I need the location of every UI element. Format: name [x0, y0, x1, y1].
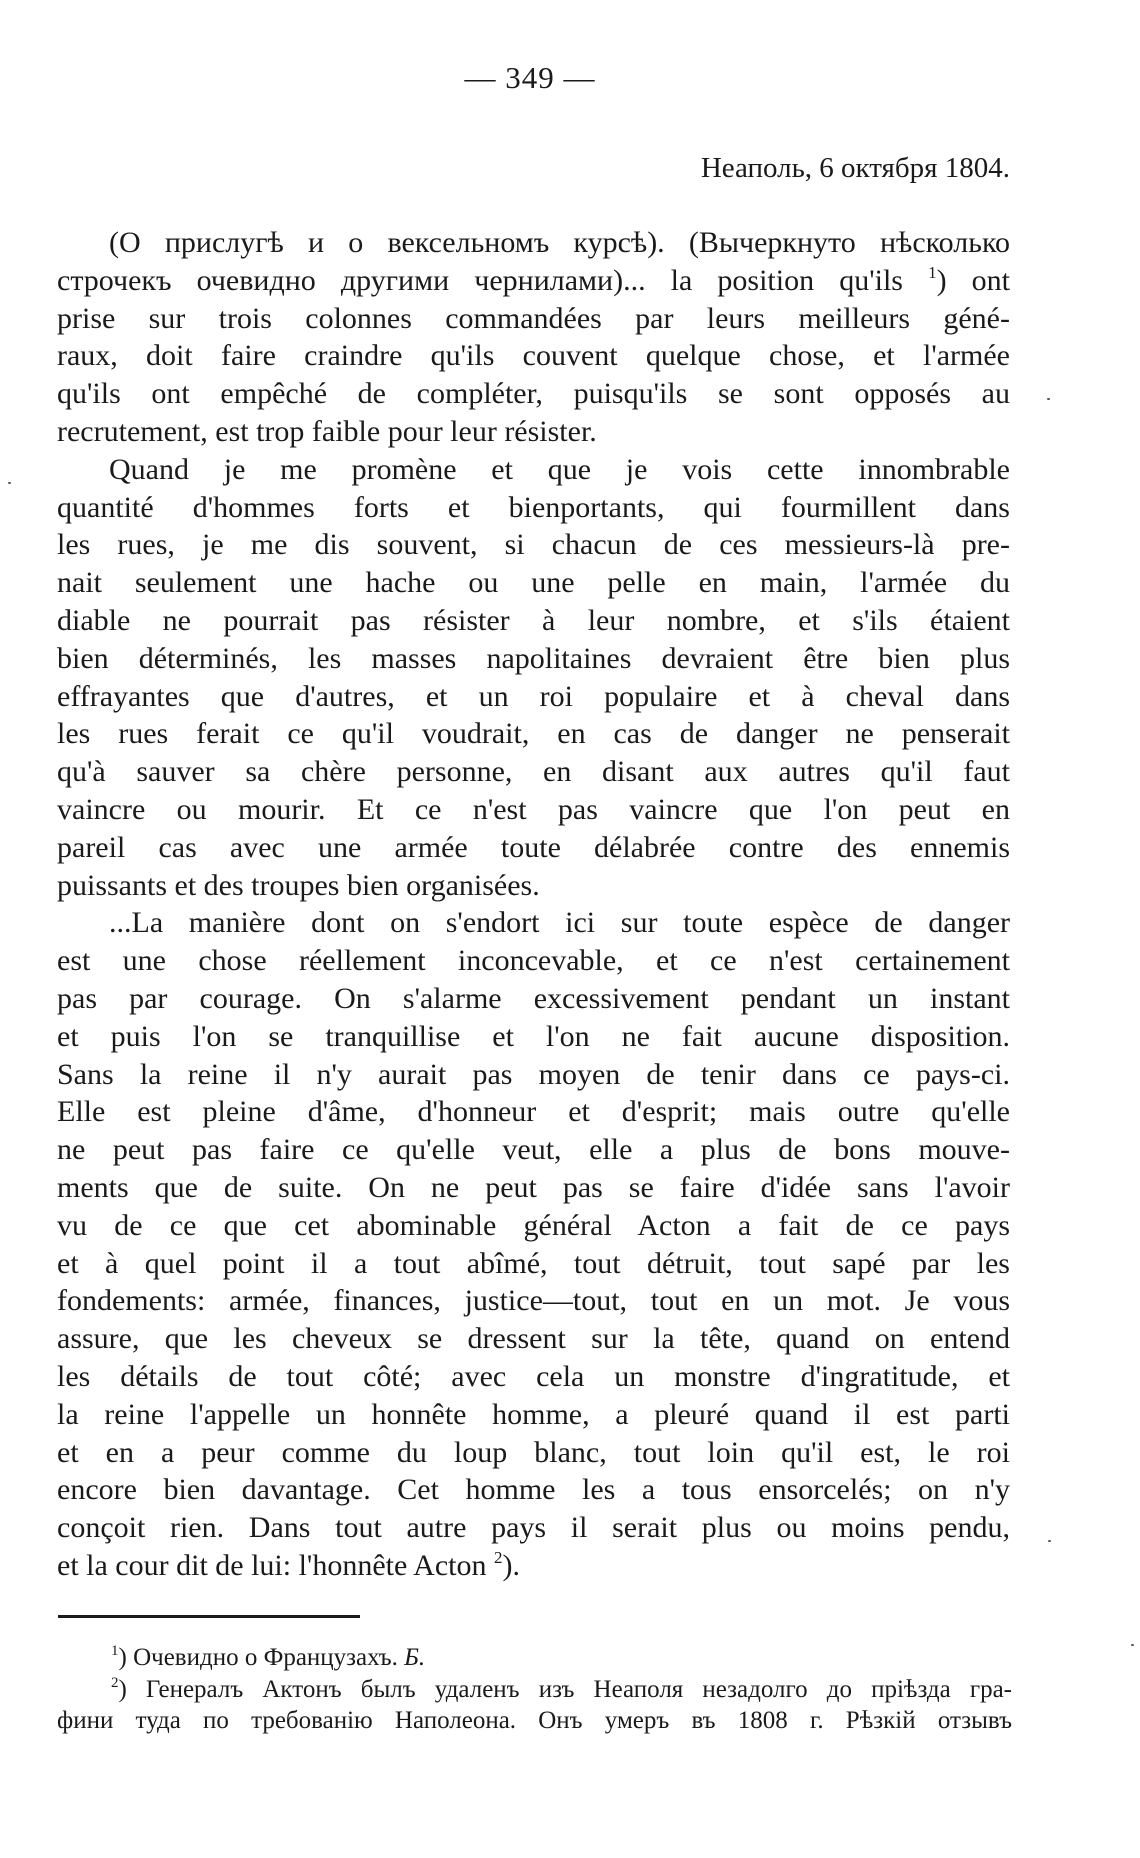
- body-line: qu'à sauver sa chère personne, en disant aux autres qu'il faut: [57, 755, 1010, 789]
- dateline: Неаполь, 6 октября 1804.: [700, 152, 1010, 184]
- body-line: les détails de tout côté; avec cela un monstre d'ingratitude, et: [57, 1359, 1010, 1393]
- body-line: nait seulement une hache ou une pelle en main, l'armée du: [57, 566, 1010, 600]
- body-line: bien déterminés, les masses napolitaines devraient être bien plus: [57, 641, 1010, 675]
- body-line: la reine l'appelle un honnête homme, a pleuré quand il est parti: [57, 1397, 1010, 1431]
- body-line: puissants et des troupes bien organisées.: [57, 868, 540, 902]
- body-line: ne peut pas faire ce qu'elle veut, elle a plus de bons mouve-: [57, 1133, 1010, 1167]
- body-line: Elle est pleine d'âme, d'honneur et d'esprit; mais outre qu'elle: [57, 1095, 1010, 1129]
- body-line: [57, 1547, 1010, 1585]
- body-line: et à quel point il a tout abîmé, tout détruit, tout sapé par les: [57, 1246, 1010, 1280]
- body-line-tail: ).: [502, 1548, 520, 1582]
- body-line: fondements: armée, finances, justice—tout, tout en un mot. Je vous: [57, 1284, 1010, 1318]
- body-line-text: строчекъ очевидно другими чернилами)... la position qu'ils: [57, 263, 903, 297]
- body-text: [57, 224, 1010, 1585]
- body-line-tail: ) ont: [936, 263, 1010, 297]
- body-line: prise sur trois colonnes commandées par leurs meilleurs géné-: [57, 301, 1010, 335]
- body-line: et en a peur comme du loup blanc, tout loin qu'il est, le roi: [57, 1435, 1010, 1469]
- body-line: qu'ils ont empêché de compléter, puisqu'ils se sont opposés au: [57, 377, 1010, 411]
- body-line: recrutement, est trop faible pour leur résister.: [57, 414, 597, 448]
- scan-speck: [1131, 1644, 1134, 1646]
- footnote-text: ) Очевидно о Французахъ.: [118, 1644, 398, 1671]
- footnote-mark: 1: [111, 1643, 119, 1659]
- body-line: ...La manière dont on s'endort ici sur toute espèce de danger: [109, 906, 1010, 940]
- body-line: est une chose réellement inconcevable, et ce n'est certainement: [57, 944, 1010, 978]
- footnote-ref-2[interactable]: 2: [493, 1547, 503, 1567]
- body-line: pareil cas avec une armée toute délabrée contre des ennemis: [57, 830, 1010, 864]
- body-line: Sans la reine il n'y aurait pas moyen de tenir dans ce pays-ci.: [57, 1057, 1010, 1091]
- editor-signature: Б.: [404, 1644, 426, 1671]
- footnote-2: [57, 1674, 1012, 1706]
- body-line: ments que de suite. On ne peut pas se faire d'idée sans l'avoir: [57, 1170, 1010, 1204]
- body-line: raux, doit faire craindre qu'ils couvent quelque chose, et l'armée: [57, 339, 1010, 373]
- body-line: effrayantes que d'autres, et un roi populaire et à cheval dans: [57, 679, 1010, 713]
- scan-speck: [1047, 398, 1050, 400]
- body-line: les rues, je me dis souvent, si chacun de ces messieurs-là pre-: [57, 528, 1010, 562]
- footnotes: [57, 1642, 1012, 1737]
- body-line: (О прислугѣ и о вексельномъ курсѣ). (Вычеркнуто нѣсколько: [109, 226, 1010, 259]
- footnote-mark: 2: [111, 1674, 119, 1691]
- body-line: vu de ce que cet abominable général Acton a fait de ce pays: [57, 1208, 1010, 1242]
- footnote-text: ) Генералъ Актонъ былъ удаленъ изъ Неаполя незадолго до пріѣзда гра-: [118, 1675, 1012, 1703]
- footnote-1: [57, 1642, 1012, 1674]
- body-line: encore bien davantage. Cet homme les a tous ensorcelés; on n'y: [57, 1473, 1010, 1507]
- body-line: diable ne pourrait pas résister à leur nombre, et s'ils étaient: [57, 603, 1010, 637]
- page-number: — 349 —: [464, 60, 596, 95]
- footnote-2-continued: фини туда по требованію Наполеона. Онъ умеръ въ 1808 г. Рѣзкій отзывъ: [57, 1707, 1012, 1734]
- body-line: quantité d'hommes forts et bienportants, qui fourmillent dans: [57, 490, 1010, 524]
- body-line-text: et la cour dit de lui: l'honnête Acton: [57, 1548, 487, 1582]
- scan-speck: [8, 482, 11, 484]
- body-line: [57, 262, 1010, 300]
- scan-speck: [1048, 1540, 1051, 1542]
- body-line: assure, que les cheveux se dressent sur la tête, quand on entend: [57, 1322, 1010, 1356]
- footnote-ref-1[interactable]: 1: [928, 262, 937, 282]
- body-line: pas par courage. On s'alarme excessivement pendant un instant: [57, 981, 1010, 1015]
- body-line: conçoit rien. Dans tout autre pays il serait plus ou moins pendu,: [57, 1511, 1010, 1545]
- body-line: et puis l'on se tranquillise et l'on ne fait aucune disposition.: [57, 1019, 1010, 1053]
- footnote-divider: [58, 1615, 360, 1618]
- body-line: vaincre ou mourir. Et ce n'est pas vaincre que l'on peut en: [57, 792, 1010, 826]
- body-line: les rues ferait ce qu'il voudrait, en cas de danger ne penserait: [57, 717, 1010, 751]
- body-line: Quand je me promène et que je vois cette innombrable: [109, 452, 1010, 486]
